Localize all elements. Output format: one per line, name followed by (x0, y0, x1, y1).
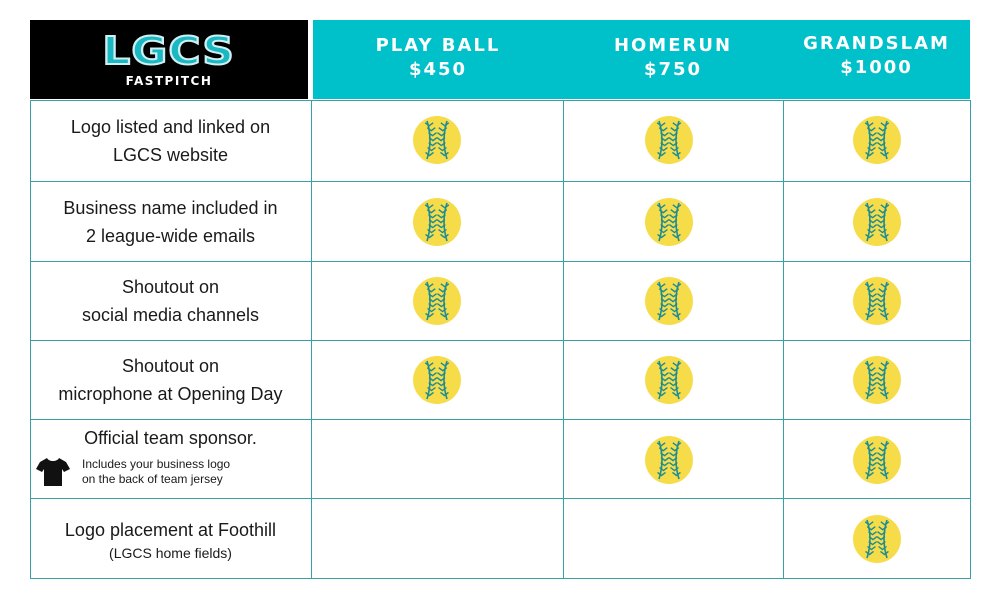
tier-play-ball (313, 20, 563, 99)
logo-text: LGCS (102, 28, 236, 73)
benefit-team-sponsor (30, 420, 311, 498)
softball-icon (644, 115, 694, 165)
tier-homerun (563, 20, 783, 99)
softball-icon (852, 115, 902, 165)
benefit-opening-day-shoutout (30, 341, 311, 419)
benefit-text-line: Official team sponsor. (84, 428, 257, 448)
softball-icon (852, 514, 902, 564)
softball-icon (644, 276, 694, 326)
tier-name: GRANDSLAM (803, 33, 950, 54)
softball-icon (852, 435, 902, 485)
benefit-text-line: LGCS website (112, 145, 229, 165)
benefit-text-line: Business name included in (63, 197, 278, 218)
softball-icon (412, 276, 462, 326)
tier-name: HOMERUN (613, 35, 733, 56)
benefit-website-logo (30, 101, 311, 181)
softball-icon (852, 197, 902, 247)
grid-line (563, 100, 564, 579)
softball-icon (644, 355, 694, 405)
benefit-text-line: 2 league-wide emails (85, 225, 256, 246)
benefit-emails (30, 182, 311, 261)
jersey-note-line: Includes your business logo (82, 457, 231, 471)
benefit-text-line: Shoutout on (121, 277, 220, 297)
benefit-text-line: social media channels (81, 305, 260, 325)
grid-line (30, 578, 971, 579)
benefit-text-line: Shoutout on (121, 356, 220, 376)
softball-icon (412, 197, 462, 247)
grid-line (311, 100, 312, 579)
benefit-text-line: Logo placement at Foothill (64, 519, 277, 540)
softball-icon (852, 355, 902, 405)
jersey-note-line: on the back of team jersey (82, 472, 223, 486)
benefit-text-line: (LGCS home fields) (109, 544, 232, 561)
softball-icon (412, 115, 462, 165)
tier-name: PLAY BALL (375, 35, 501, 56)
tier-grandslam (783, 20, 970, 99)
softball-icon (644, 435, 694, 485)
t-shirt-icon (36, 456, 70, 488)
benefit-text-line: microphone at Opening Day (58, 384, 283, 404)
logo-subtext: FASTPITCH (125, 73, 213, 88)
tier-price: $1000 (840, 57, 913, 78)
jersey-note (30, 456, 311, 488)
tier-header (313, 20, 970, 99)
benefits-table (30, 100, 971, 579)
benefit-social-shoutout (30, 262, 311, 340)
grid-line (970, 100, 971, 579)
softball-icon (644, 197, 694, 247)
tier-price: $750 (643, 59, 703, 80)
tier-price: $450 (408, 59, 468, 80)
benefit-text-line: Logo listed and linked on (70, 117, 271, 137)
benefit-foothill-logo (30, 499, 311, 578)
league-logo (30, 20, 308, 99)
softball-icon (412, 355, 462, 405)
grid-line (783, 100, 784, 579)
softball-icon (852, 276, 902, 326)
